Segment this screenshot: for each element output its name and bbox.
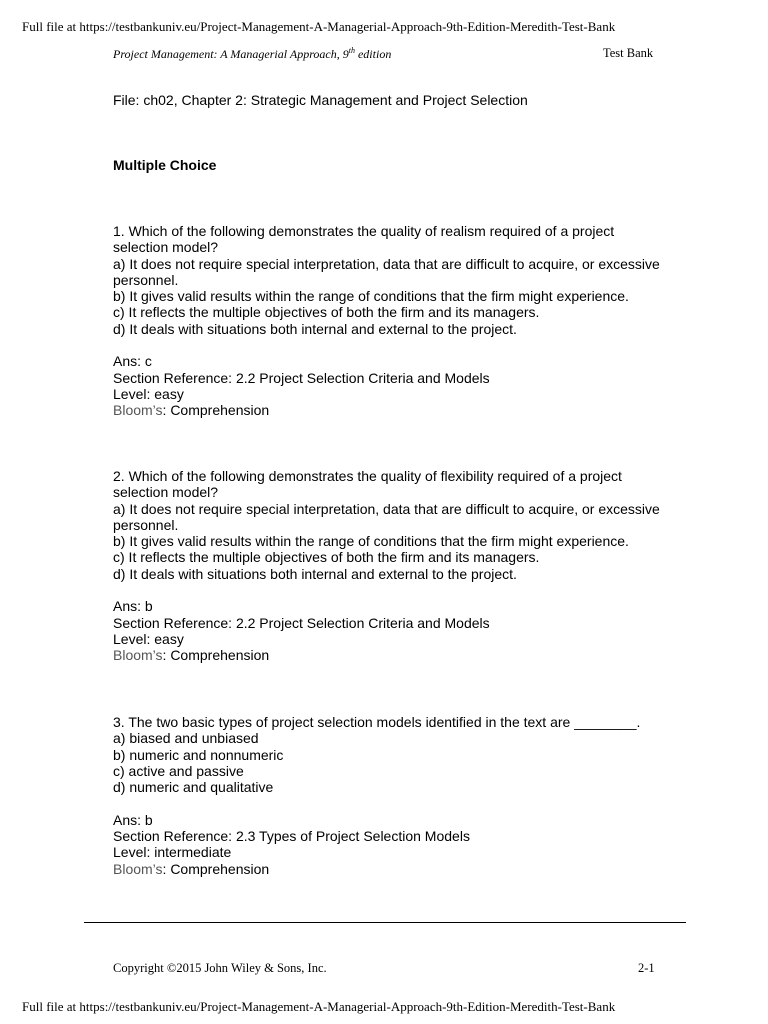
blooms-taxonomy [113,647,683,663]
question-block [113,223,683,419]
answer-option-line: a) It does not require special interpretation, data that are difficult to acquire, or excessive [113,500,660,517]
question-block [113,714,683,877]
question-gap [113,582,683,598]
blooms-label: Bloom’s [113,860,163,877]
answer-key: Ans: b [113,598,153,615]
difficulty-level: Level: easy [113,630,184,647]
answer-option-line: personnel. [113,271,179,288]
answer-option-line: personnel. [113,516,179,533]
book-title-text: Project Management: A Managerial Approach, 9 [113,47,349,61]
running-header-test-bank: Test Bank [603,46,654,60]
running-header-book-title [113,46,391,62]
copyright-notice: Copyright ©2015 John Wiley & Sons, Inc. [113,961,327,975]
answer-option-line: c) active and passive [113,762,244,779]
question-stem-line: 2. Which of the following demonstrates the quality of flexibility required of a project [113,468,622,484]
answer-option-line: b) It gives valid results within the range of conditions that the firm might experience. [113,533,629,550]
blooms-label: Bloom’s [113,647,163,664]
full-file-watermark-bottom: Full file at https://testbankuniv.eu/Project-Management-A-Managerial-Approach-9th-Edition-Meredith-Test-Bank [22,999,616,1014]
blooms-value: : Comprehension [162,647,270,664]
blooms-value: : Comprehension [162,402,270,419]
answer-option-line: c) It reflects the multiple objectives of both the firm and its managers. [113,549,540,566]
section-reference: Section Reference: 2.3 Types of Project Selection Models [113,828,470,845]
blooms-label: Bloom’s [113,402,163,419]
difficulty-level: Level: easy [113,385,184,402]
answer-option-line: d) numeric and qualitative [113,779,274,796]
blooms-taxonomy [113,402,683,418]
section-heading: Multiple Choice [113,157,217,173]
answer-key: Ans: b [113,811,153,828]
answer-option-line: d) It deals with situations both internal and external to the project. [113,320,517,337]
answer-key: Ans: c [113,353,152,370]
file-chapter-line: File: ch02, Chapter 2: Strategic Management and Project Selection [113,92,528,108]
blooms-taxonomy [113,861,683,877]
footer-divider [84,922,686,923]
question-block [113,468,683,664]
answer-option-line: a) It does not require special interpretation, data that are difficult to acquire, or excessive [113,255,660,272]
edition-superscript: th [348,46,355,55]
section-reference: Section Reference: 2.2 Project Selection Criteria and Models [113,614,490,631]
question-stem-line: 3. The two basic types of project selection models identified in the text are ________. [113,714,641,730]
answer-option-line: b) It gives valid results within the range of conditions that the firm might experience. [113,288,629,305]
question-gap [113,337,683,353]
answer-option-line: b) numeric and nonnumeric [113,746,284,763]
question-stem-line: 1. Which of the following demonstrates the quality of realism required of a project [113,223,615,239]
question-stem-line: selection model? [113,239,219,256]
section-reference: Section Reference: 2.2 Project Selection Criteria and Models [113,369,490,386]
answer-option-line: d) It deals with situations both internal and external to the project. [113,565,517,582]
edition-word: edition [354,47,392,61]
blooms-value: : Comprehension [162,860,270,877]
question-stem-line: selection model? [113,484,219,501]
answer-option-line: a) biased and unbiased [113,730,259,747]
difficulty-level: Level: intermediate [113,844,232,861]
page-number: 2-1 [638,961,655,975]
full-file-watermark-top: Full file at https://testbankuniv.eu/Project-Management-A-Managerial-Approach-9th-Edition-Meredith-Test-Bank [22,19,616,34]
answer-option-line: c) It reflects the multiple objectives of both the firm and its managers. [113,304,540,321]
question-gap [113,795,683,811]
